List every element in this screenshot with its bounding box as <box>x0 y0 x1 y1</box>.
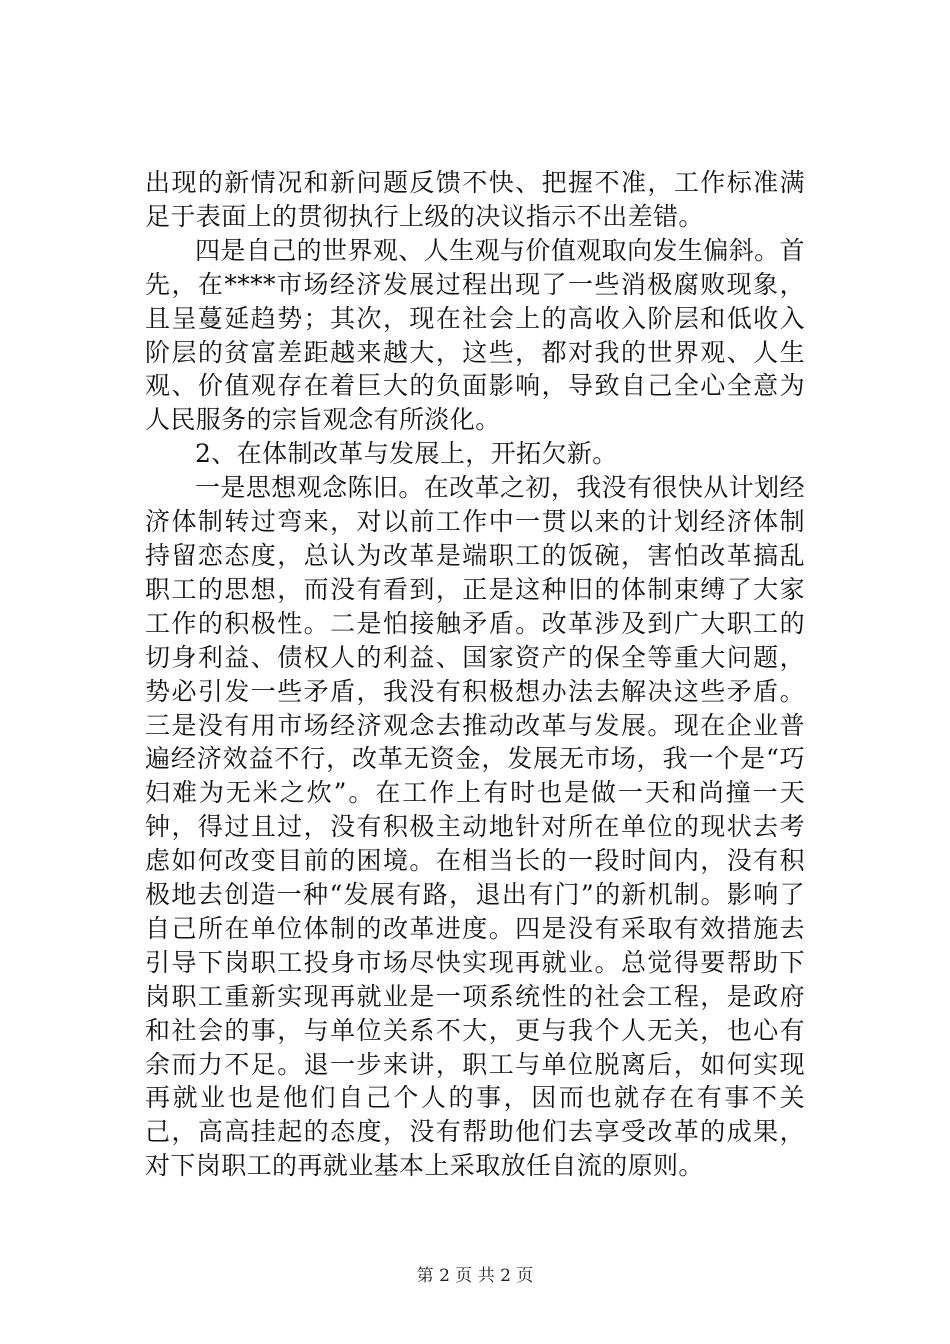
paragraph-worldview: 四是自己的世界观、人生观与价值观取向发生偏斜。首先，在****市场经济发展过程出现了一些消极腐败现象，且呈蔓延趋势；其次，现在社会上的高收入阶层和低收入阶层的贫富差距越来越大，这些，都对我的世界观、人生观、价值观存在着巨大的负面影响，导致自己全心全意为人民服务的宗旨观念有所淡化。 <box>145 235 805 435</box>
page-footer: 第 2 页 共 2 页 <box>416 1266 534 1286</box>
document-body <box>145 166 805 1183</box>
paragraph-reform-details: 一是思想观念陈旧。在改革之初，我没有很快从计划经济体制转过弯来，对以前工作中一贯以来的计划经济体制持留恋态度，总认为改革是端职工的饭碗，害怕改革搞乱职工的思想，而没有看到，正是这种旧的体制束缚了大家工作的积极性。二是怕接触矛盾。改革涉及到广大职工的切身利益、债权人的利益、国家资产的保全等重大问题，势必引发一些矛盾，我没有积极想办法去解决这些矛盾。三是没有用市场经济观念去推动改革与发展。现在企业普遍经济效益不行，改革无资金，发展无市场，我一个是“巧妇难为无米之炊”。在工作上有时也是做一天和尚撞一天钟，得过且过，没有积极主动地针对所在单位的现状去考虑如何改变目前的困境。在相当长的一段时间内，没有积极地去创造一种“发展有路，退出有门”的新机制。影响了自己所在单位体制的改革进度。四是没有采取有效措施去引导下岗职工投身市场尽快实现再就业。总觉得要帮助下岗职工重新实现再就业是一项系统性的社会工程，是政府和社会的事，与单位关系不大，更与我个人无关，也心有余而力不足。退一步来讲，职工与单位脱离后，如何实现再就业也是他们自己个人的事，因而也就存在有事不关己，高高挂起的态度，没有帮助他们去享受改革的成果，对下岗职工的再就业基本上采取放任自流的原则。 <box>145 473 805 1181</box>
section-heading-reform: 2、在体制改革与发展上，开拓欠新。 <box>195 439 618 469</box>
paragraph-continuation: 出现的新情况和新问题反馈不快、把握不准，工作标准满足于表面上的贯彻执行上级的决议指示不出差错。 <box>145 168 805 231</box>
